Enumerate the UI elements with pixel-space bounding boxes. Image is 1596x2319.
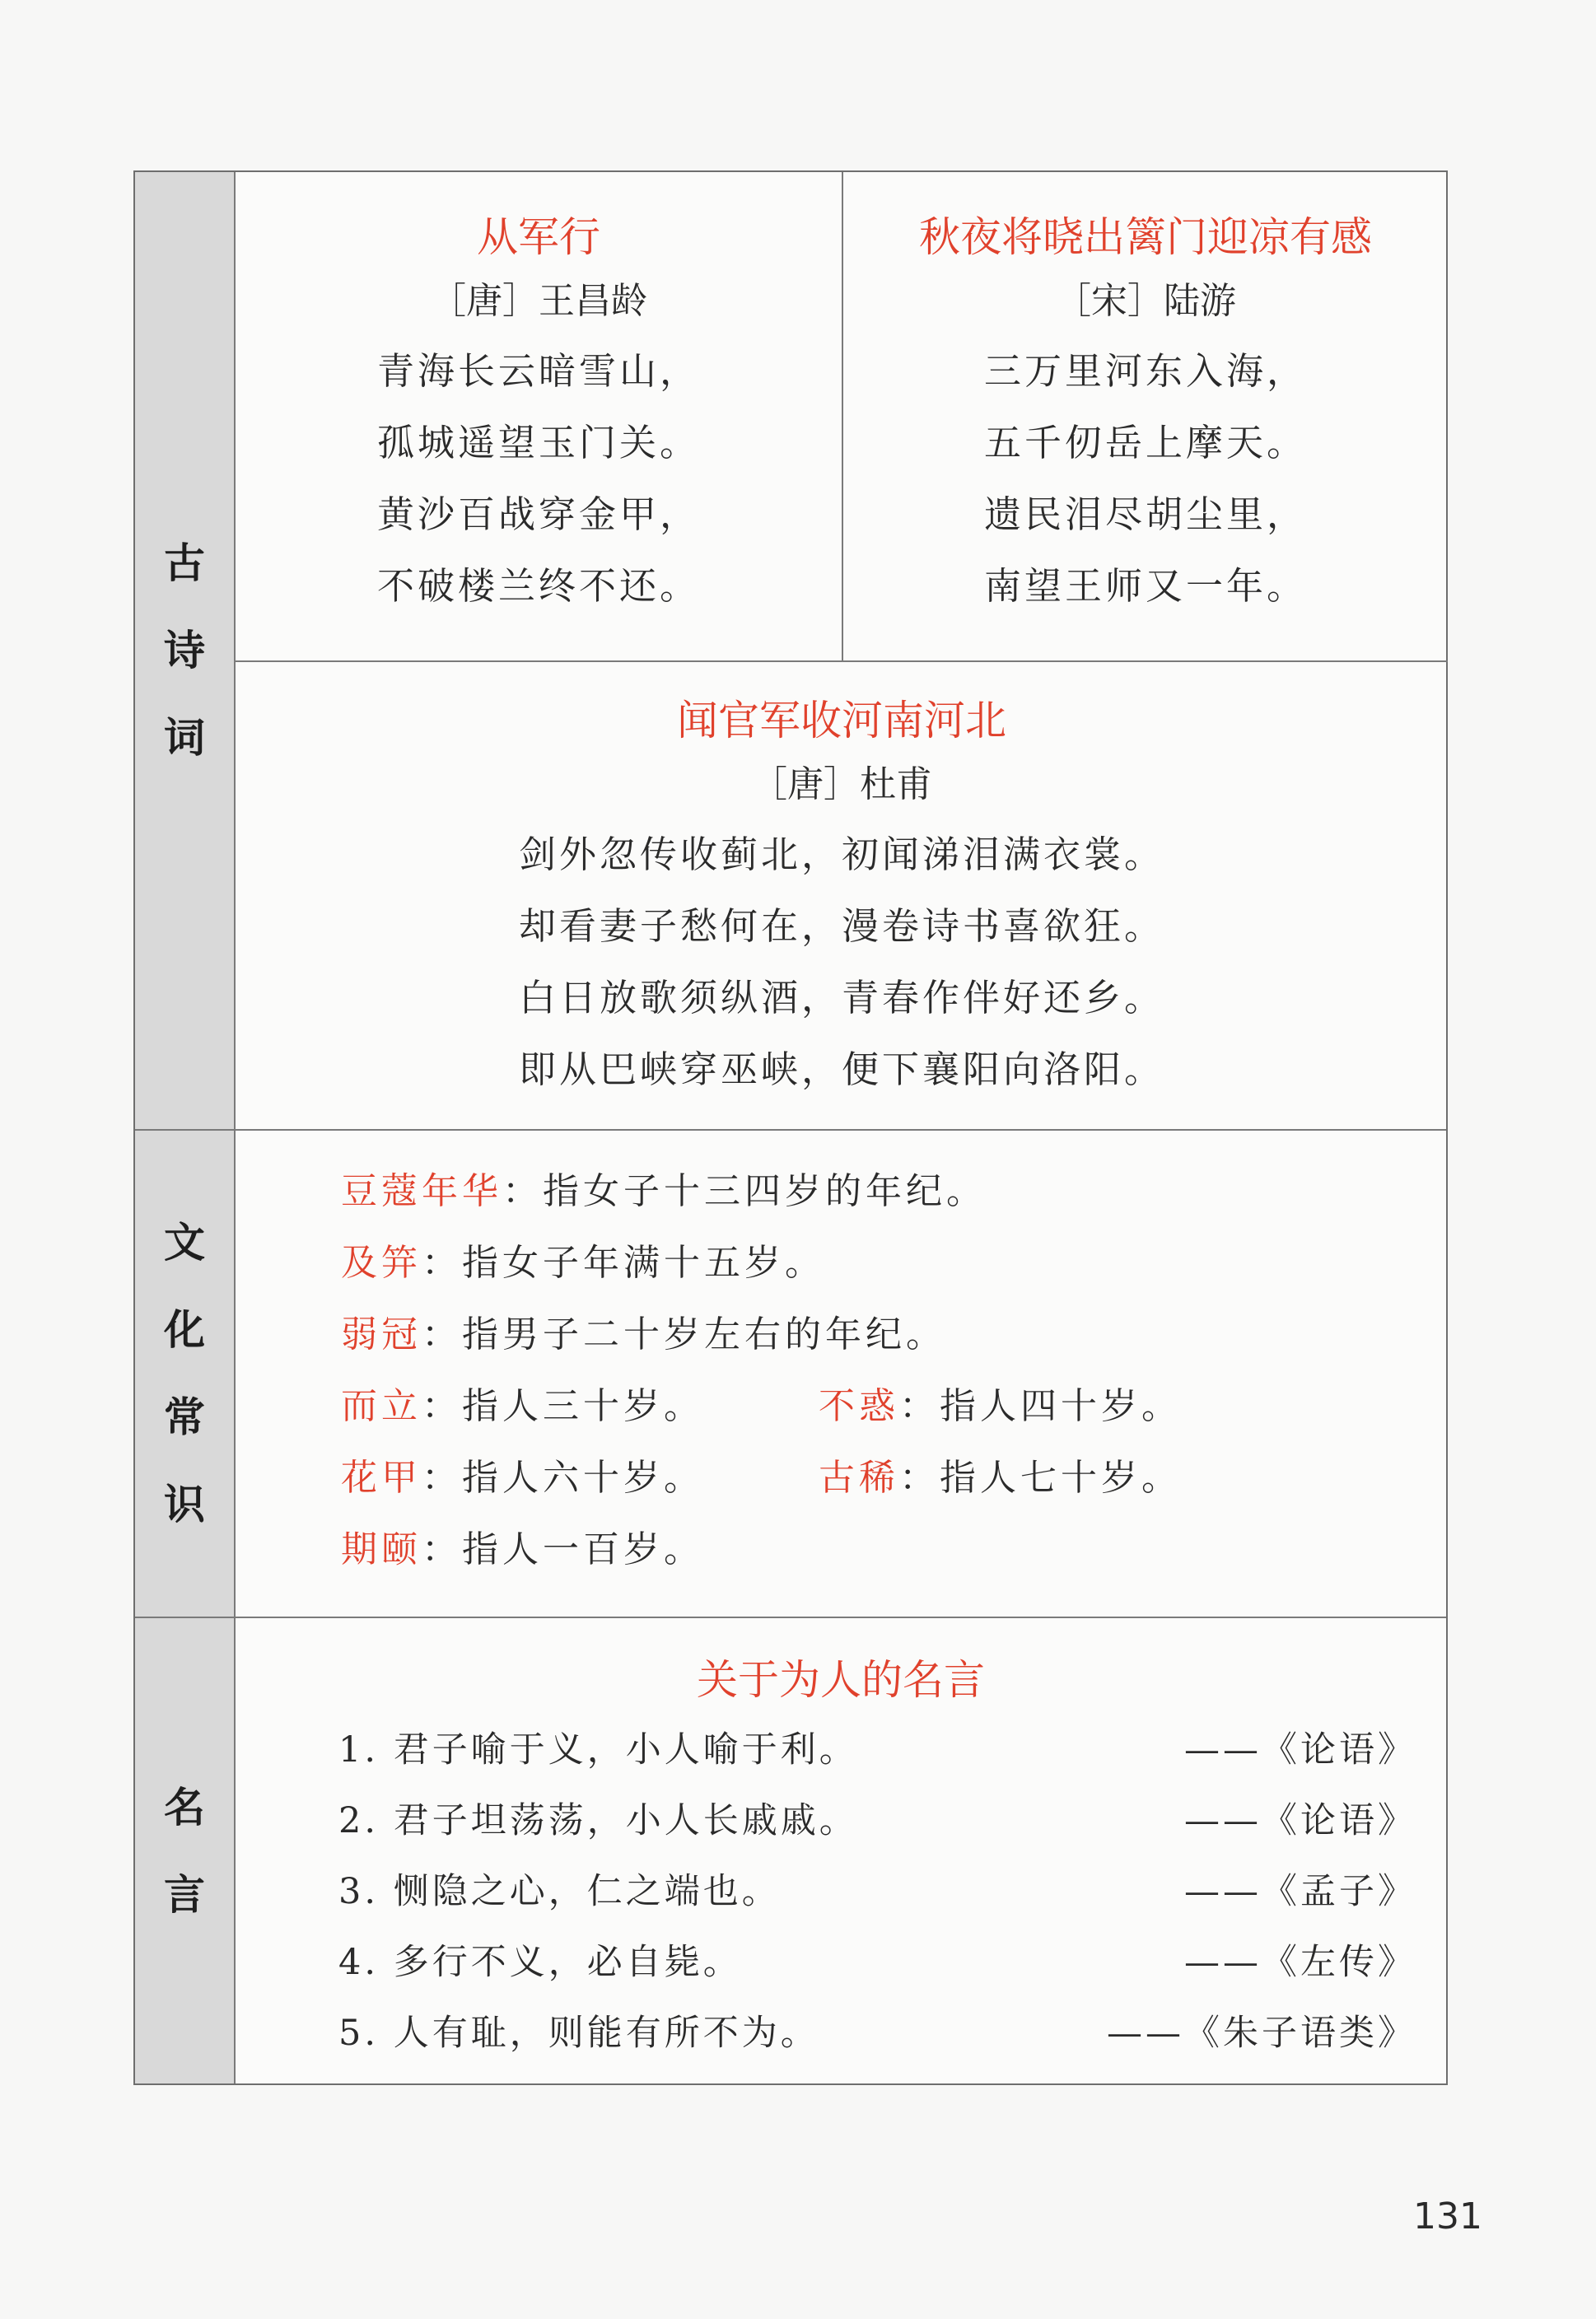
term-desc: ：指人四十岁。: [899, 1385, 1182, 1427]
poem-line: 青海长云暗雪山，: [376, 349, 700, 393]
quote-text: 5. 人有耻，则能有所不为。: [338, 2013, 819, 2054]
poem-line: 孤城遥望玉门关。: [376, 421, 700, 464]
quote-source: ——《孟子》: [1184, 1871, 1416, 1912]
label-char: 名: [164, 1783, 205, 1831]
culture-term: [341, 1310, 946, 1360]
poem-author: ［唐］杜甫: [751, 763, 932, 805]
quote-source: ——《朱子语类》: [1107, 2013, 1416, 2054]
quote-text: 1. 君子喻于义，小人喻于利。: [338, 1729, 858, 1771]
culture-term: [341, 1525, 704, 1575]
poem-author: ［宋］陆游: [1055, 280, 1236, 322]
quote-source: ——《论语》: [1184, 1800, 1416, 1841]
quote-item: [338, 1796, 1416, 1845]
label-char: 言: [164, 1870, 205, 1919]
label-char: 古: [164, 539, 205, 587]
quote-source: ——《论语》: [1184, 1729, 1416, 1771]
term-desc: ：指人一百岁。: [422, 1528, 704, 1570]
label-char: 文: [164, 1219, 205, 1267]
term-desc: ：指人七十岁。: [899, 1457, 1182, 1499]
term-name: 弱冠: [341, 1313, 422, 1355]
culture-term: [341, 1453, 704, 1503]
poem-line: 不破楼兰终不还。: [376, 564, 700, 608]
quote-text: 3. 恻隐之心，仁之端也。: [338, 1871, 781, 1912]
poem-line: 黄沙百战穿金甲，: [376, 492, 700, 536]
quotes-title: 关于为人的名言: [697, 1656, 985, 1704]
label-char: 诗: [164, 627, 205, 674]
quote-item: [338, 1867, 1416, 1916]
poem-line: 遗民泪尽胡尘里，: [983, 492, 1307, 536]
page-number: 131: [1413, 2195, 1482, 2237]
section-poetry: [135, 172, 1446, 1131]
content-table: [133, 170, 1448, 2085]
culture-term: [341, 1382, 704, 1431]
poem-card: [843, 172, 1448, 662]
poem-title: 秋夜将晓出篱门迎凉有感: [919, 213, 1372, 261]
term-name: 而立: [341, 1385, 422, 1427]
poem-title: 闻官军收河南河北: [677, 697, 1006, 744]
label-char: 识: [164, 1481, 205, 1528]
culture-term: [341, 1167, 987, 1216]
term-name: 花甲: [341, 1457, 422, 1499]
term-name: 及笄: [341, 1242, 422, 1284]
poem-line: 剑外忽传收蓟北，初闻涕泪满衣裳。: [518, 833, 1164, 876]
term-name: 豆蔻年华: [341, 1170, 502, 1212]
section-label-poetry: [135, 172, 236, 1129]
section-quotes: [135, 1618, 1446, 2083]
poem-card: [236, 172, 843, 662]
poem-line: 即从巴峡穿巫峡，便下襄阳向洛阳。: [518, 1048, 1164, 1091]
section-culture: [135, 1131, 1446, 1618]
section-label-culture: [135, 1131, 236, 1617]
term-name: 期颐: [341, 1528, 422, 1570]
term-name: 古稀: [819, 1457, 899, 1499]
term-desc: ：指女子年满十五岁。: [422, 1242, 825, 1284]
term-desc: ：指男子二十岁左右的年纪。: [422, 1313, 946, 1355]
term-name: 不惑: [819, 1385, 899, 1427]
poem-line: 三万里河东入海，: [983, 349, 1307, 393]
poem-line: 白日放歌须纵酒，青春作伴好还乡。: [518, 976, 1164, 1020]
culture-term: [819, 1382, 1182, 1431]
poem-title: 从军行: [477, 213, 600, 261]
culture-term: [341, 1239, 825, 1288]
poem-line: 南望王师又一年。: [983, 564, 1307, 608]
term-desc: ：指女子十三四岁的年纪。: [502, 1170, 987, 1212]
quote-item: [338, 1725, 1416, 1775]
poem-line: 五千仞岳上摩天。: [983, 421, 1307, 464]
label-char: 词: [164, 714, 205, 762]
term-desc: ：指人三十岁。: [422, 1385, 704, 1427]
poem-author: ［唐］王昌龄: [430, 280, 647, 322]
quote-text: 2. 君子坦荡荡，小人长戚戚。: [338, 1800, 858, 1841]
quote-text: 4. 多行不义，必自毙。: [338, 1942, 742, 1983]
quote-item: [338, 1938, 1416, 1987]
quote-item: [338, 2009, 1416, 2058]
section-label-quotes: [135, 1618, 236, 2083]
culture-term: [819, 1453, 1182, 1503]
poem-line: 却看妻子愁何在，漫卷诗书喜欲狂。: [518, 904, 1164, 948]
quote-source: ——《左传》: [1184, 1942, 1416, 1983]
term-desc: ：指人六十岁。: [422, 1457, 704, 1499]
label-char: 常: [164, 1393, 205, 1441]
poem-card: [236, 662, 1448, 1129]
label-char: 化: [164, 1306, 205, 1354]
